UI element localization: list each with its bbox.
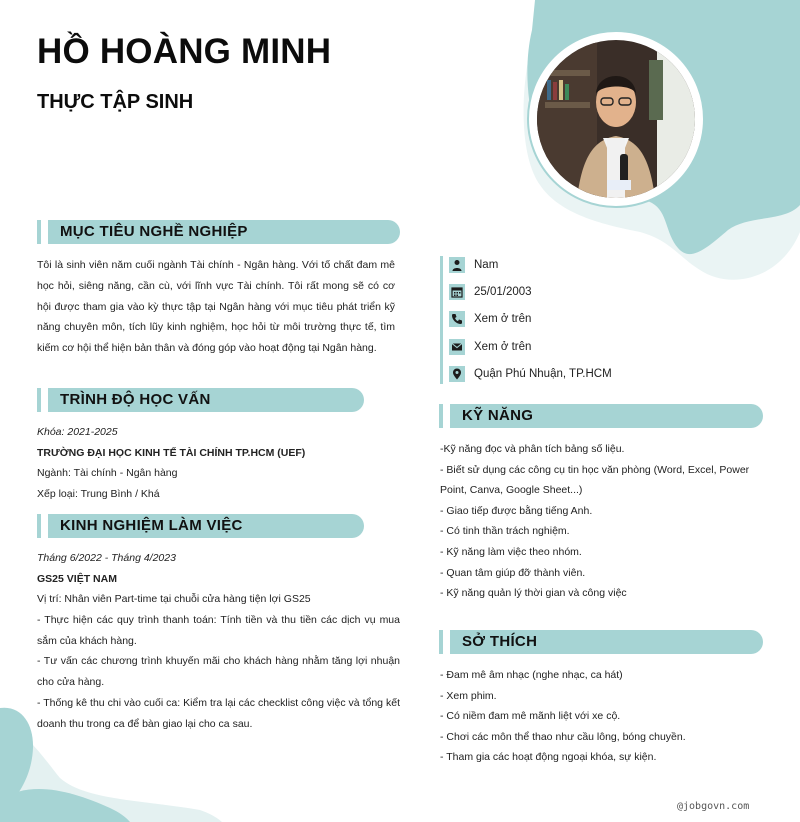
experience-company: GS25 VIỆT NAM: [37, 572, 117, 585]
experience-duty: - Thống kê thu chi vào cuối ca: Kiểm tra lại các checklist công việc và tổng kết doanh thu trong ca để bàn giao lại cho ca sau.: [37, 696, 400, 730]
info-phone: [449, 310, 531, 328]
section-education-header: [48, 388, 364, 412]
education-period: Khóa: 2021-2025: [37, 426, 118, 438]
info-address: [449, 365, 612, 383]
section-experience-title: KINH NGHIỆM LÀM VIỆC: [60, 517, 243, 534]
experience-duty: - Thực hiện các quy trình thanh toán: Tính tiền và thu tiền các dịch vụ mua sắm của khách hàng.: [37, 613, 400, 647]
section-experience-header: [48, 514, 364, 538]
skill-item: - Quan tâm giúp đỡ thành viên.: [440, 566, 586, 579]
section-skills-header: [450, 404, 763, 428]
education-rank: Xếp loại: Trung Bình / Khá: [37, 487, 160, 500]
section-hobbies-header: [450, 630, 763, 654]
person-icon: [449, 257, 465, 273]
info-email-value: Xem ở trên: [474, 341, 532, 353]
skill-item: - Kỹ năng làm việc theo nhóm.: [440, 545, 582, 558]
watermark: @jobgovn.com: [677, 801, 750, 812]
education-major: Ngành: Tài chính - Ngân hàng: [37, 467, 178, 480]
calendar-icon: [449, 284, 465, 300]
info-address-value: Quận Phú Nhuận, TP.HCM: [474, 368, 612, 380]
hobby-item: - Tham gia các hoạt động ngoại khóa, sự kiện.: [440, 751, 657, 764]
info-accent-bar: [440, 256, 443, 384]
phone-icon: [449, 311, 465, 327]
experience-duty: - Tư vấn các chương trình khuyến mãi cho khách hàng nhằm tăng lợi nhuận cho cửa hàng.: [37, 655, 400, 689]
education-block: [37, 422, 397, 504]
section-skills-title: KỸ NĂNG: [462, 407, 534, 424]
section-objective-header: [48, 220, 400, 244]
skills-list: [440, 439, 770, 604]
experience-block: [37, 548, 400, 735]
section-objective-title: MỤC TIÊU NGHỀ NGHIỆP: [60, 223, 248, 240]
objective-text: Tôi là sinh viên năm cuối ngành Tài chính - Ngân hàng. Với tố chất đam mê học hỏi, siêng năng, cần cù, với lĩnh vực Tài chính. Tôi rất mong sẽ có cơ hội được tham gia vào kỳ thực tập tại Ngân hàng với mục tiêu phát triển kỹ năng chuyên môn, tích lũy kinh nghiệm, học hỏi từ môi trường thực tế, tìm kiếm cơ hội thể hiện bản thân và đóng góp vào hoạt động tại Ngân hàng.: [37, 259, 395, 355]
hobby-item: - Chơi các môn thể thao như cầu lông, bóng chuyền.: [440, 730, 686, 743]
skill-item: - Có tinh thần trách nghiệm.: [440, 525, 570, 538]
skill-item: - Giao tiếp được bằng tiếng Anh.: [440, 504, 593, 517]
candidate-role: THỰC TẬP SINH: [37, 91, 194, 113]
skill-item: - Biết sử dụng các công cụ tin học văn phòng (Word, Excel, Power: [440, 463, 750, 476]
skill-item: Point, Canva, Google Sheet...): [440, 484, 583, 497]
info-email: [449, 338, 531, 356]
mail-icon: [449, 339, 465, 355]
education-school: TRƯỜNG ĐẠI HỌC KINH TẾ TÀI CHÍNH TP.HCM (UEF): [37, 446, 306, 459]
experience-position: Vị trí: Nhân viên Part-time tại chuỗi cửa hàng tiện lợi GS25: [37, 593, 311, 606]
info-phone-value: Xem ở trên: [474, 313, 532, 325]
hobby-item: - Có niềm đam mê mãnh liệt với xe cộ.: [440, 710, 621, 723]
info-birthday-value: 25/01/2003: [474, 286, 532, 298]
info-gender: [449, 256, 498, 274]
experience-period: Tháng 6/2022 - Tháng 4/2023: [37, 552, 176, 564]
info-gender-value: Nam: [474, 259, 499, 271]
profile-photo: [537, 40, 695, 198]
info-birthday: [449, 283, 532, 301]
candidate-name: HỒ HOÀNG MINH: [37, 32, 332, 71]
hobby-item: - Đam mê âm nhạc (nghe nhạc, ca hát): [440, 669, 623, 681]
section-hobbies-title: SỞ THÍCH: [462, 633, 538, 650]
location-pin-icon: [449, 366, 465, 382]
hobby-item: - Xem phim.: [440, 689, 497, 702]
hobbies-list: [440, 665, 770, 768]
skill-item: -Kỹ năng đọc và phân tích bảng số liệu.: [440, 443, 625, 455]
section-education-title: TRÌNH ĐỘ HỌC VẤN: [60, 391, 211, 408]
skill-item: - Kỹ năng quản lý thời gian và công việc: [440, 587, 627, 600]
